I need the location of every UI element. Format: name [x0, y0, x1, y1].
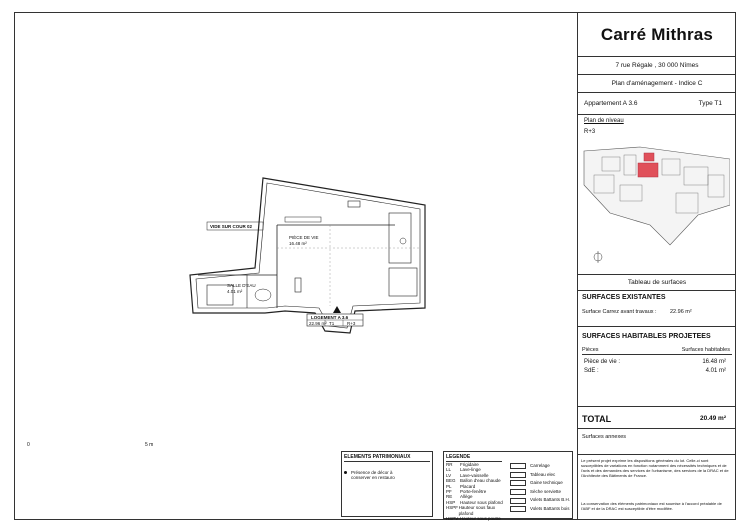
legend-swatch-icon — [510, 480, 526, 486]
apartment-info — [578, 93, 736, 115]
courtyard-label: VIDE SUR COUR 02 — [210, 224, 253, 229]
legend-swatch-icon — [510, 506, 526, 512]
legend-symbol-label: Tableau elec — [530, 471, 556, 477]
plan-title: Plan d'aménagement - Indice C — [578, 75, 736, 93]
title-block — [577, 13, 736, 519]
legend-code: PF — [446, 489, 452, 495]
room-1-name: Pièce de vie : — [584, 359, 621, 365]
legend-swatch-icon — [510, 472, 526, 478]
legend-code-label: Hauteur sous plafond — [460, 499, 503, 505]
legend-code-label: Frigidaire — [460, 462, 479, 467]
legend-symbol-label: Volets Battants bois — [530, 505, 570, 511]
legend-symbol-row — [510, 462, 572, 471]
unit-code: T1 — [329, 321, 335, 326]
disclaimer-2: La conservation des éléments patrimoniaux est soumise à l'accord préalable de l'ABF et de la DRAC est susceptible d'être modifiée. — [581, 501, 722, 511]
col-surfaces: Surfaces habitables — [681, 347, 730, 353]
legend-symbol-label: Sèche serviette — [530, 488, 562, 494]
legend-code: HSPV — [446, 516, 459, 522]
legend-code: LL — [446, 467, 452, 473]
living-room-label: PIÈCE DE VIE — [289, 235, 319, 240]
existing-surfaces — [578, 291, 736, 327]
legend-code-label: Placard — [460, 483, 476, 489]
floor-plan-drawing — [15, 13, 575, 445]
legend-symbol-row — [510, 488, 572, 497]
room-1-value: 16.48 m² — [702, 359, 726, 365]
site-key-plan — [580, 145, 730, 271]
room-2-value: 4.01 m² — [705, 368, 726, 374]
project-title: Carré Mithras — [578, 13, 736, 57]
room-2-name: SdE : — [584, 368, 599, 374]
legend-symbol-label: Carrelage — [530, 463, 550, 468]
disclaimer-box — [578, 455, 736, 519]
legend-code: BEG — [446, 478, 456, 484]
legend-swatch-icon — [510, 489, 526, 495]
bathroom-label: SALLE D'EAU — [227, 283, 256, 288]
annex-label: Surfaces annexes — [582, 434, 627, 440]
bathroom-area: 4.01 m² — [227, 289, 243, 294]
level-plan — [578, 115, 736, 275]
legend-code: RR — [446, 462, 453, 467]
legend-code: RE — [446, 494, 453, 500]
level-label: R+3 — [584, 129, 596, 135]
unit-label: LOGEMENT A 3.6 — [311, 315, 349, 320]
legend-symbol-label: Volets Battants B.H. — [530, 497, 571, 503]
heritage-legend — [341, 451, 433, 517]
legend-symbol-row — [510, 505, 572, 514]
legend-code: PL — [446, 483, 452, 489]
total-value: 20.49 m² — [699, 415, 726, 422]
floor-plan-area — [15, 13, 575, 521]
col-rooms: Pièces — [582, 347, 599, 353]
total-row — [578, 407, 736, 429]
scale-start: 0 — [27, 442, 30, 448]
legend-symbol-row — [510, 496, 572, 505]
living-room-area: 16.48 m² — [289, 241, 307, 246]
heritage-dot-icon — [344, 471, 347, 474]
apartment-type: Type T1 — [698, 100, 722, 107]
total-label: TOTAL — [582, 414, 612, 424]
legend-code: LV — [446, 472, 452, 478]
existing-value: 22.96 m² — [670, 309, 692, 315]
legend-swatch-icon — [510, 498, 526, 504]
surface-table-title: Tableau de surfaces — [578, 275, 736, 291]
drawing-sheet — [14, 12, 736, 520]
legend-code-label: Hauteur sous faux plafond — [458, 505, 496, 516]
habitable-heading: SURFACES HABITABLES PROJETEES — [582, 333, 711, 340]
disclaimer: Le présent projet exprime les dispositions générales du lot. Celle-ci sont susceptibles de variations en fonction notamment des nécessités techniques et de l'avis et des demandes des services de l'urbanisme, des services de la DRAC et de l'Architecte des Bâtiments de France. — [581, 458, 729, 478]
habitable-surfaces — [578, 327, 736, 407]
legend-code-label: Ballon d'eau chaude — [460, 478, 501, 484]
unit-area: 22.96 m² — [309, 321, 327, 326]
legend-code-label: Porte-fenêtre — [460, 489, 487, 495]
legend-code: HSPF — [446, 505, 459, 511]
level-plan-label: Plan de niveau — [584, 118, 624, 124]
legend-symbol-row — [510, 471, 572, 480]
legend-code-label: Lave-vaisselle — [460, 472, 489, 478]
legend-symbols — [510, 462, 572, 514]
legend-swatch-icon — [510, 463, 526, 469]
existing-label: Surface Carrez avant travaux : — [582, 309, 657, 315]
legend-title: LEGENDE — [446, 454, 502, 462]
legend-codes — [446, 462, 506, 521]
apartment-name: Appartement A 3.6 — [584, 100, 638, 107]
legend-code-label: Hauteur sous poutre — [460, 516, 501, 522]
legend-code-label: Lave-linge — [460, 467, 481, 473]
annex-surfaces — [578, 429, 736, 455]
heritage-title: ELEMENTS PATRIMONIAUX — [344, 454, 430, 462]
legend-code-row — [446, 505, 506, 516]
unit-level: R+3 — [347, 321, 356, 326]
legend-symbol-label: Gaine technique — [530, 480, 563, 486]
legend-code-label: Allège — [460, 494, 473, 500]
heritage-item: Présence de décor à conserver en restauro — [351, 470, 395, 480]
project-address: 7 rue Régale , 30 000 Nîmes — [578, 57, 736, 75]
legend-code: HSP — [446, 499, 456, 505]
legend-code-row — [446, 516, 506, 521]
symbols-legend — [443, 451, 573, 522]
existing-heading: SURFACES EXISTANTES — [582, 294, 666, 301]
scale-end: 5 m — [145, 442, 154, 448]
legend-symbol-row — [510, 479, 572, 488]
